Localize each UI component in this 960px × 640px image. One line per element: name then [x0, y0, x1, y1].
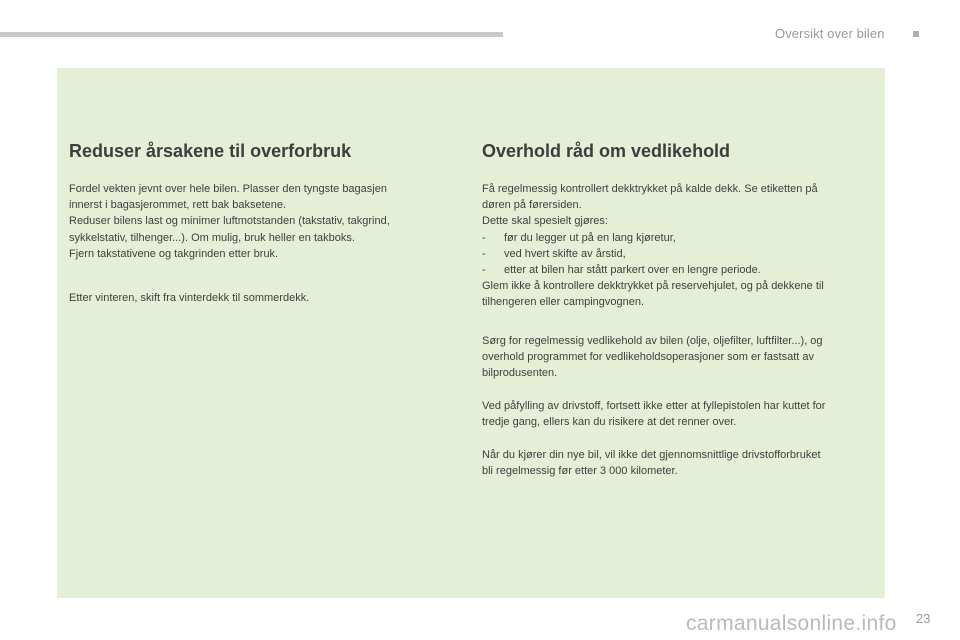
text-line: bilprodusenten.	[482, 367, 558, 380]
heading-maintenance-advice: Overhold råd om vedlikehold	[482, 141, 731, 161]
section-marker	[913, 31, 919, 37]
text-line: Når du kjører din nye bil, vil ikke det gjennomsnittlige drivstofforbruket	[482, 448, 821, 461]
paragraph-refuelling	[482, 398, 877, 430]
header-rule	[0, 32, 503, 37]
list-item	[482, 230, 877, 246]
text-line: Sørg for regelmessig vedlikehold av bilen (olje, oljefilter, luftfilter...), og	[482, 334, 823, 347]
left-column	[69, 140, 439, 306]
list-item	[482, 262, 877, 278]
text-line: Få regelmessig kontrollert dekktrykket på kalde dekk. Se etiketten på	[482, 183, 818, 195]
page-number: 23	[916, 611, 931, 626]
text-line: Ved påfylling av drivstoff, fortsett ikke etter at fyllepistolen har kuttet for	[482, 400, 826, 413]
dash-bullet: -	[482, 247, 486, 260]
paragraph-load-distribution	[69, 181, 439, 262]
text-line: innerst i bagasjerommet, rett bak baksetene.	[69, 199, 287, 212]
heading-reduce-consumption: Reduser årsakene til overforbruk	[69, 141, 352, 161]
list-item-text: etter at bilen har stått parkert over en lengre periode.	[504, 264, 761, 277]
section-title: Oversikt over bilen	[775, 26, 885, 41]
watermark: carmanualsonline.info	[686, 612, 897, 635]
list-item-text: ved hvert skifte av årstid,	[504, 247, 626, 260]
right-column	[482, 140, 877, 479]
text-line: sykkelstativ, tilhenger...). Om mulig, bruk heller en takboks.	[69, 231, 355, 244]
text-line: tilhengeren eller campingvognen.	[482, 296, 645, 309]
paragraph-tyre-pressure	[482, 181, 877, 311]
paragraph-winter-tyres	[69, 290, 439, 306]
text-line: tredje gang, ellers kan du risikere at det renner over.	[482, 416, 737, 429]
list-item	[482, 246, 877, 262]
dash-bullet: -	[482, 231, 486, 244]
text-line: døren på førersiden.	[482, 199, 582, 212]
text-line: Reduser bilens last og minimer luftmotstanden (takstativ, takgrind,	[69, 215, 390, 228]
text-line: bli regelmessig før etter 3 000 kilometer.	[482, 464, 678, 477]
text-line: overhold programmet for vedlikeholdsoperasjoner som er fastsatt av	[482, 350, 814, 363]
text-line: Dette skal spesielt gjøres:	[482, 215, 608, 228]
text-line: Glem ikke å kontrollere dekktrykket på reservehjulet, og på dekkene til	[482, 280, 824, 293]
paragraph-new-car	[482, 447, 877, 479]
paragraph-service	[482, 333, 877, 382]
dash-bullet: -	[482, 264, 486, 277]
text-line: Fordel vekten jevnt over hele bilen. Plasser den tyngste bagasjen	[69, 183, 387, 195]
list-item-text: før du legger ut på en lang kjøretur,	[504, 231, 676, 244]
text-line: Fjern takstativene og takgrinden etter bruk.	[69, 247, 279, 260]
text-line: Etter vinteren, skift fra vinterdekk til sommerdekk.	[69, 292, 310, 305]
